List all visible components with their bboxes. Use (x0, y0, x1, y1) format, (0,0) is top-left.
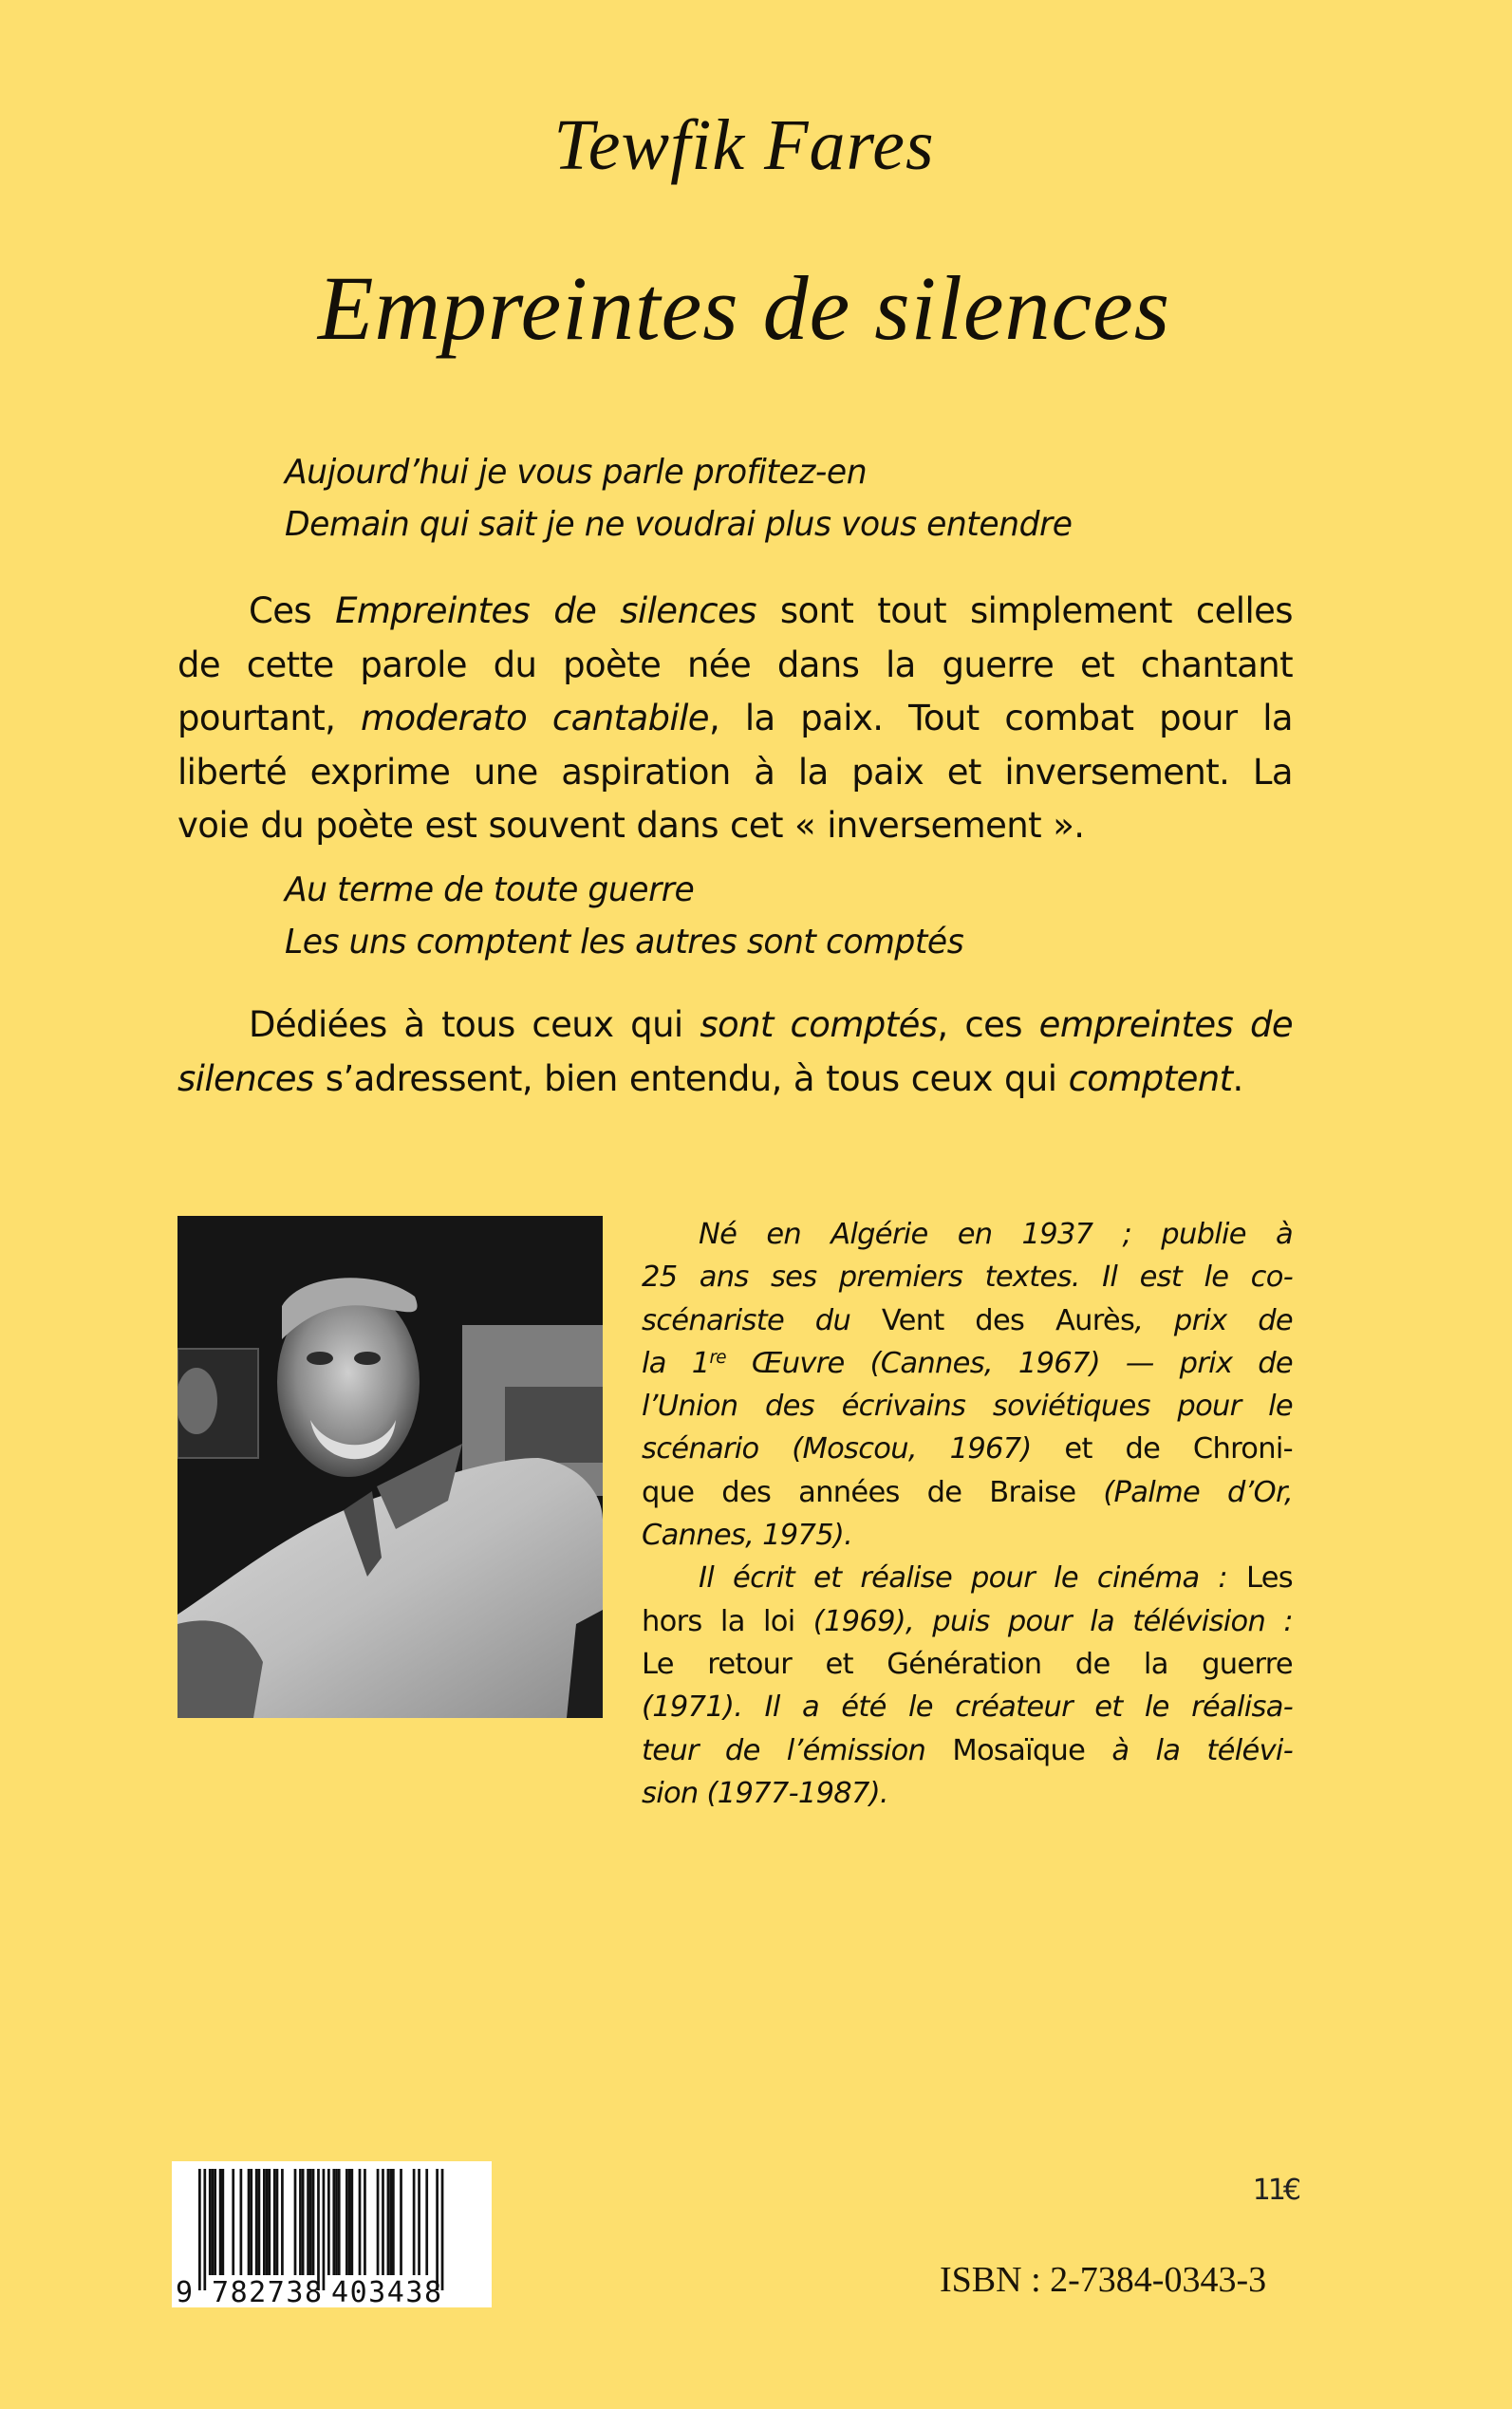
author-biography (642, 1213, 1293, 1815)
svg-text:782738: 782738 (212, 2276, 322, 2307)
dedication-line: Dédiées à tous ceux qui sont comptés, ces empreintes de (249, 1004, 1293, 1045)
svg-text:403438: 403438 (331, 2276, 441, 2307)
bio-line: 25 ans ses premiers textes. Il est le co- (642, 1261, 1293, 1295)
price: 11€ (1252, 2174, 1298, 2207)
bio-line: la 1re Œuvre (Cannes, 1967) — prix de (642, 1346, 1293, 1380)
paragraph-line: de cette parole du poète née dans la guerre et chantant (177, 644, 1293, 685)
bio-line: sion (1977-1987). (642, 1776, 888, 1810)
bio-line: Le retour et Génération de la guerre (642, 1647, 1293, 1681)
bio-line: Cannes, 1975). (642, 1519, 853, 1553)
paragraph-line: Ces Empreintes de silences sont tout simplement celles (249, 590, 1293, 631)
author-photo (177, 1216, 603, 1718)
epigraph-line: Les uns comptent les autres sont comptés (285, 923, 964, 962)
paragraph-line: voie du poète est souvent dans cet « inversement ». (177, 805, 1085, 846)
epigraph-top (285, 446, 1073, 551)
isbn-number: ISBN : 2-7384-0343-3 (940, 2260, 1267, 2300)
blurb-paragraph (177, 585, 1293, 853)
epigraph-middle (285, 864, 963, 968)
bio-line: scénario (Moscou, 1967) et de Chroni- (642, 1432, 1293, 1466)
barcode-bars (172, 2161, 492, 2307)
paragraph-line: pourtant, moderato cantabile, la paix. Tout combat pour la (177, 698, 1293, 738)
isbn-barcode (172, 2161, 492, 2307)
bio-line: scénariste du Vent des Aurès, prix de (642, 1303, 1293, 1337)
bio-line: l’Union des écrivains soviétiques pour le (642, 1390, 1293, 1424)
paragraph-line: liberté exprime une aspiration à la paix et inversement. La (177, 751, 1293, 793)
epigraph-line: Aujourd’hui je vous parle profitez-en (285, 453, 868, 492)
svg-text:9: 9 (176, 2276, 194, 2307)
author-name: Tewfik Fares (553, 105, 935, 185)
author-portrait-image (177, 1216, 603, 1718)
epigraph-line: Au terme de toute guerre (285, 870, 695, 909)
bio-line: Il écrit et réalise pour le cinéma : Les (699, 1561, 1293, 1596)
dedication-paragraph (177, 999, 1293, 1106)
bio-line: Né en Algérie en 1937 ; publie à (699, 1218, 1293, 1251)
bio-line: hors la loi (1969), puis pour la télévision : (642, 1604, 1293, 1638)
epigraph-line: Demain qui sait je ne voudrai plus vous entendre (285, 505, 1073, 544)
bio-line: que des années de Braise (Palme d’Or, (642, 1475, 1293, 1509)
bio-line: teur de l’émission Mosaïque à la télévi- (642, 1733, 1293, 1767)
bio-line: (1971). Il a été le créateur et le réalisa- (642, 1690, 1293, 1725)
dedication-line: silences s’adressent, bien entendu, à tous ceux qui comptent. (177, 1057, 1243, 1099)
book-title: Empreintes de silences (317, 257, 1171, 359)
